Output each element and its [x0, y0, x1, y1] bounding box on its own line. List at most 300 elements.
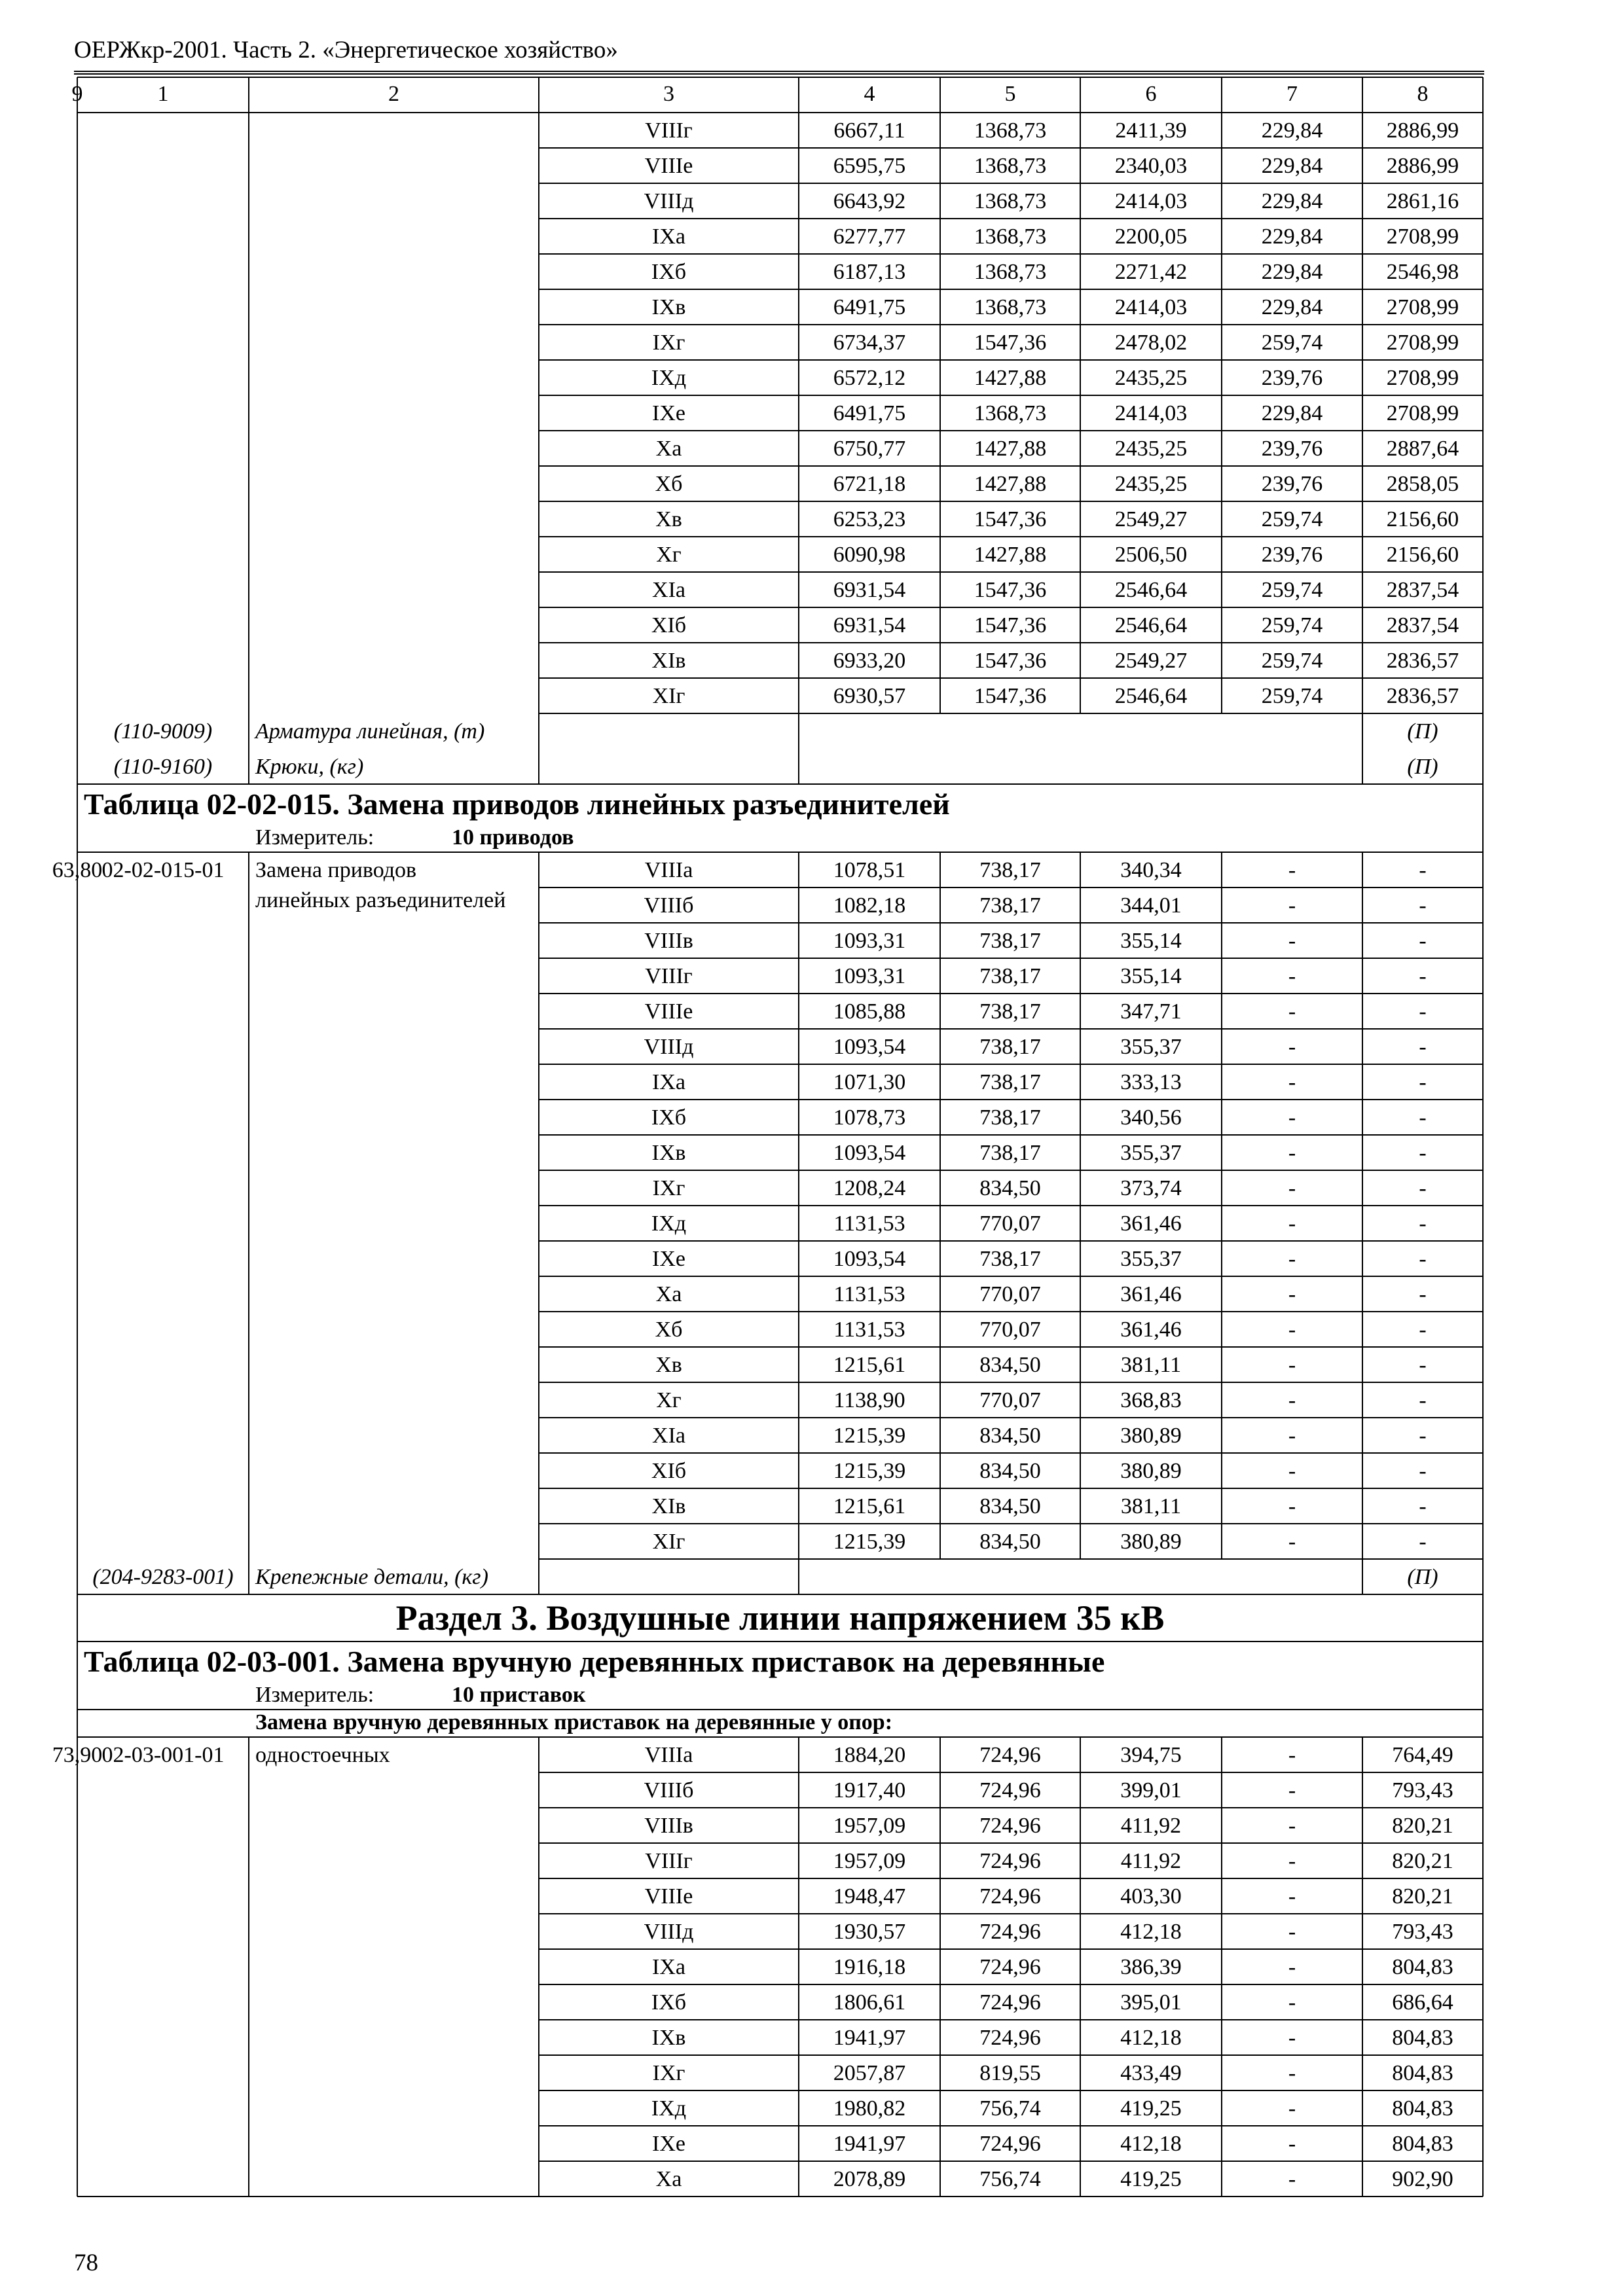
- table-cell: -: [1288, 2096, 1296, 2121]
- table-cell: VIIIe: [644, 999, 693, 1024]
- table-cell: Xг: [656, 1388, 682, 1412]
- table-cell: -: [1288, 1530, 1296, 1554]
- table-cell: -: [1288, 2026, 1296, 2050]
- table-cell: 834,50: [979, 1530, 1041, 1554]
- table-cell: 411,92: [1120, 1814, 1182, 1838]
- material-code: (110-9160): [113, 755, 213, 779]
- section-title: Раздел 3. Воздушные линии напряжением 35 кВ: [395, 1598, 1165, 1638]
- table-cell: 239,76: [1261, 543, 1323, 567]
- header-rule: [74, 71, 1484, 72]
- table-cell: VIIIв: [644, 929, 693, 953]
- table-cell: XIв: [651, 1494, 686, 1518]
- table-cell: -: [1419, 1141, 1427, 1165]
- table-cell: 2546,64: [1114, 613, 1188, 637]
- table-cell: IXa: [652, 1955, 685, 1979]
- table-cell: 6931,54: [833, 613, 906, 637]
- page-number: 78: [74, 2250, 98, 2276]
- table-cell: 1215,61: [833, 1494, 906, 1518]
- table-cell: 1884,20: [833, 1743, 906, 1767]
- table-cell: 259,74: [1261, 507, 1323, 531]
- table-cell: 724,96: [979, 1920, 1041, 1944]
- table-cell: IXб: [651, 260, 687, 284]
- table-cell: 412,18: [1120, 2132, 1182, 2156]
- table-cell: VIIIa: [644, 1743, 693, 1767]
- rate-code: 02-03-001-01: [101, 1743, 225, 1767]
- table-cell: 724,96: [979, 1814, 1041, 1838]
- table-cell: 738,17: [979, 1070, 1041, 1094]
- table-cell: 259,74: [1261, 331, 1323, 355]
- table-cell: 1547,36: [974, 613, 1047, 637]
- table-cell: VIIIв: [644, 1814, 693, 1838]
- table-cell: 1427,88: [974, 437, 1047, 461]
- table-cell: 1093,31: [833, 929, 906, 953]
- table-cell: 1368,73: [974, 401, 1047, 425]
- table-cell: 6595,75: [833, 154, 906, 178]
- table-cell: 2435,25: [1114, 437, 1188, 461]
- material-code: (204-9283-001): [92, 1565, 234, 1589]
- table-cell: 2836,57: [1386, 684, 1459, 708]
- table-cell: 834,50: [979, 1176, 1041, 1200]
- table-cell: -: [1288, 1388, 1296, 1412]
- table-cell: 355,37: [1120, 1141, 1182, 1165]
- table-cell: 399,01: [1120, 1778, 1182, 1803]
- table-cell: 2549,27: [1114, 507, 1188, 531]
- table-cell: -: [1288, 2132, 1296, 2156]
- table-cell: 2837,54: [1386, 578, 1459, 602]
- table-cell: -: [1419, 1105, 1427, 1130]
- table-cell: 1941,97: [833, 2132, 906, 2156]
- table-title: Таблица 02-02-015. Замена приводов линейных разъединителей: [84, 787, 950, 821]
- table-cell: 724,96: [979, 1955, 1041, 1979]
- table-cell: IXв: [651, 2026, 686, 2050]
- table-cell: -: [1419, 1035, 1427, 1059]
- table-cell: IXд: [651, 1211, 687, 1236]
- table-cell: 793,43: [1392, 1778, 1453, 1803]
- table-cell: 756,74: [979, 2096, 1041, 2121]
- meter-value: 10 приставок: [452, 1683, 586, 1707]
- table-cell: 1093,31: [833, 964, 906, 988]
- table-cell: 686,64: [1392, 1990, 1453, 2015]
- table-cell: XIa: [652, 578, 685, 602]
- table-cell: 411,92: [1120, 1849, 1182, 1873]
- table-cell: -: [1288, 1211, 1296, 1236]
- table-cell: -: [1419, 1247, 1427, 1271]
- table-cell: -: [1288, 1459, 1296, 1483]
- table-cell: Xв: [655, 507, 682, 531]
- table-cell: 2435,25: [1114, 472, 1188, 496]
- table-cell: 2886,99: [1386, 118, 1459, 143]
- table-cell: 820,21: [1392, 1814, 1453, 1838]
- table-cell: 1547,36: [974, 649, 1047, 673]
- table-cell: 2411,39: [1115, 118, 1187, 143]
- table-cell: 1215,61: [833, 1353, 906, 1377]
- table-cell: 1916,18: [833, 1955, 906, 1979]
- table-cell: 6750,77: [833, 437, 906, 461]
- table-cell: 738,17: [979, 893, 1041, 918]
- table-cell: 804,83: [1392, 2061, 1453, 2085]
- material-flag: (П): [1407, 719, 1438, 744]
- table-cell: 1368,73: [974, 224, 1047, 249]
- table-cell: 1547,36: [974, 331, 1047, 355]
- table-cell: 355,37: [1120, 1247, 1182, 1271]
- table-cell: 1957,09: [833, 1814, 906, 1838]
- table-cell: 1085,88: [833, 999, 906, 1024]
- table-cell: 1208,24: [833, 1176, 906, 1200]
- table-cell: Xб: [655, 472, 683, 496]
- table-cell: 1131,53: [833, 1282, 905, 1306]
- table-cell: 2546,64: [1114, 578, 1188, 602]
- table-cell: 1071,30: [833, 1070, 906, 1094]
- table-cell: XIб: [651, 613, 687, 637]
- table-cell: 355,37: [1120, 1035, 1182, 1059]
- table-cell: -: [1419, 1388, 1427, 1412]
- table-cell: 380,89: [1120, 1424, 1182, 1448]
- material-name: Крепежные детали, (кг): [255, 1565, 488, 1589]
- table-cell: 1427,88: [974, 366, 1047, 390]
- table-cell: 804,83: [1392, 2132, 1453, 2156]
- table-cell: 1427,88: [974, 543, 1047, 567]
- table-cell: 1957,09: [833, 1849, 906, 1873]
- table-cell: 403,30: [1120, 1884, 1182, 1909]
- table-cell: 2200,05: [1114, 224, 1188, 249]
- rate-value-col9: 63,80: [52, 858, 103, 882]
- table-cell: -: [1288, 1424, 1296, 1448]
- table-cell: 834,50: [979, 1459, 1041, 1483]
- table-cell: 380,89: [1120, 1459, 1182, 1483]
- table-cell: 2340,03: [1114, 154, 1188, 178]
- table-cell: 355,14: [1120, 929, 1182, 953]
- table-cell: 2156,60: [1386, 507, 1459, 531]
- table-cell: 770,07: [979, 1211, 1041, 1236]
- table-cell: Xг: [656, 543, 682, 567]
- table-cell: 1078,51: [833, 858, 906, 882]
- table-cell: 2435,25: [1114, 366, 1188, 390]
- table-cell: -: [1419, 1318, 1427, 1342]
- table-cell: -: [1288, 1176, 1296, 1200]
- column-number-2: 2: [388, 82, 399, 106]
- table-cell: IXe: [652, 401, 685, 425]
- table-cell: 2708,99: [1386, 366, 1459, 390]
- table-cell: 2057,87: [833, 2061, 906, 2085]
- table-cell: 902,90: [1392, 2167, 1453, 2191]
- table-cell: -: [1419, 1424, 1427, 1448]
- table-cell: 2836,57: [1386, 649, 1459, 673]
- table-cell: -: [1419, 1282, 1427, 1306]
- table-cell: -: [1419, 1070, 1427, 1094]
- table-cell: IXб: [651, 1990, 687, 2015]
- table-cell: 419,25: [1120, 2096, 1182, 2121]
- table-cell: 820,21: [1392, 1849, 1453, 1873]
- table-cell: -: [1288, 999, 1296, 1024]
- table-cell: 229,84: [1261, 260, 1323, 284]
- table-cell: -: [1419, 929, 1427, 953]
- table-cell: 1082,18: [833, 893, 906, 918]
- table-cell: 6090,98: [833, 543, 906, 567]
- table-cell: 738,17: [979, 929, 1041, 953]
- table-cell: -: [1288, 1990, 1296, 2015]
- table-cell: 1806,61: [833, 1990, 906, 2015]
- table-cell: 1131,53: [833, 1211, 905, 1236]
- table-cell: 6187,13: [833, 260, 906, 284]
- table-title: Таблица 02-03-001. Замена вручную деревянных приставок на деревянные: [84, 1645, 1105, 1678]
- table-cell: -: [1288, 1920, 1296, 1944]
- table-cell: VIIIб: [644, 1778, 694, 1803]
- table-cell: 834,50: [979, 1494, 1041, 1518]
- table-cell: 381,11: [1120, 1494, 1182, 1518]
- table-cell: 756,74: [979, 2167, 1041, 2191]
- table-cell: 347,71: [1120, 999, 1182, 1024]
- table-cell: IXe: [652, 1247, 685, 1271]
- table-cell: 834,50: [979, 1353, 1041, 1377]
- table-cell: IXa: [652, 1070, 685, 1094]
- table-cell: VIIIд: [644, 1920, 694, 1944]
- table-cell: 333,13: [1120, 1070, 1182, 1094]
- table-cell: 2078,89: [833, 2167, 906, 2191]
- table-cell: 2546,64: [1114, 684, 1188, 708]
- table-cell: 1917,40: [833, 1778, 906, 1803]
- table-cell: 1547,36: [974, 578, 1047, 602]
- table-cell: 1138,90: [833, 1388, 905, 1412]
- table-cell: XIб: [651, 1459, 687, 1483]
- table-cell: VIIIe: [644, 154, 693, 178]
- table-cell: 229,84: [1261, 118, 1323, 143]
- table-cell: 2414,03: [1114, 295, 1188, 319]
- table-cell: 1368,73: [974, 295, 1047, 319]
- subheading: Замена вручную деревянных приставок на деревянные у опор:: [255, 1710, 893, 1734]
- table-cell: 6491,75: [833, 295, 906, 319]
- table-cell: 738,17: [979, 1035, 1041, 1059]
- table-cell: -: [1419, 964, 1427, 988]
- header-rule-double: [74, 73, 1484, 75]
- column-number-9: 9: [71, 82, 83, 106]
- column-number-8: 8: [1417, 82, 1429, 106]
- table-cell: IXв: [651, 1141, 686, 1165]
- table-cell: 412,18: [1120, 1920, 1182, 1944]
- table-cell: 6734,37: [833, 331, 906, 355]
- table-cell: 724,96: [979, 1849, 1041, 1873]
- table-cell: 724,96: [979, 1884, 1041, 1909]
- table-cell: IXa: [652, 224, 685, 249]
- table-cell: 2837,54: [1386, 613, 1459, 637]
- table-cell: -: [1288, 1070, 1296, 1094]
- rate-value-col9: 73,90: [52, 1743, 103, 1767]
- table-cell: 1215,39: [833, 1530, 906, 1554]
- column-number-3: 3: [663, 82, 674, 106]
- table-cell: IXб: [651, 1105, 687, 1130]
- table-cell: 1093,54: [833, 1141, 906, 1165]
- table-cell: 2156,60: [1386, 543, 1459, 567]
- table-cell: 380,89: [1120, 1530, 1182, 1554]
- meter-label: Измеритель:: [255, 825, 374, 850]
- table-cell: 770,07: [979, 1282, 1041, 1306]
- table-cell: 1368,73: [974, 189, 1047, 213]
- table-cell: 1215,39: [833, 1424, 906, 1448]
- material-name: Арматура линейная, (т): [255, 719, 485, 744]
- table-cell: 764,49: [1392, 1743, 1453, 1767]
- table-cell: 1930,57: [833, 1920, 906, 1944]
- table-cell: 419,25: [1120, 2167, 1182, 2191]
- table-cell: -: [1288, 1318, 1296, 1342]
- table-cell: 394,75: [1120, 1743, 1182, 1767]
- table-cell: 738,17: [979, 999, 1041, 1024]
- table-cell: IXe: [652, 2132, 685, 2156]
- table-cell: IXв: [651, 295, 686, 319]
- table-cell: VIIIг: [645, 1849, 693, 1873]
- table-cell: 1547,36: [974, 684, 1047, 708]
- table-cell: VIIIб: [644, 893, 694, 918]
- table-cell: 229,84: [1261, 189, 1323, 213]
- table-cell: 2708,99: [1386, 331, 1459, 355]
- table-cell: 2549,27: [1114, 649, 1188, 673]
- column-number-7: 7: [1286, 82, 1298, 106]
- table-cell: -: [1288, 858, 1296, 882]
- table-cell: VIIIг: [645, 964, 693, 988]
- material-code: (110-9009): [113, 719, 213, 744]
- table-cell: Xa: [655, 2167, 682, 2191]
- table-cell: -: [1419, 1459, 1427, 1483]
- table-cell: 361,46: [1120, 1282, 1182, 1306]
- table-cell: 259,74: [1261, 613, 1323, 637]
- table-cell: IXд: [651, 2096, 687, 2121]
- table-cell: -: [1288, 1494, 1296, 1518]
- table-cell: IXг: [652, 331, 685, 355]
- table-cell: 373,74: [1120, 1176, 1182, 1200]
- table-cell: 2887,64: [1386, 437, 1459, 461]
- table-cell: 2546,98: [1386, 260, 1459, 284]
- material-name: Крюки, (кг): [255, 755, 364, 779]
- column-number-6: 6: [1145, 82, 1157, 106]
- table-cell: 239,76: [1261, 437, 1323, 461]
- table-cell: 6253,23: [833, 507, 906, 531]
- table-cell: -: [1288, 2167, 1296, 2191]
- table-cell: 412,18: [1120, 2026, 1182, 2050]
- table-cell: Xб: [655, 1318, 683, 1342]
- table-cell: -: [1419, 893, 1427, 918]
- meter-value: 10 приводов: [452, 825, 574, 850]
- table-cell: -: [1288, 964, 1296, 988]
- table-cell: 724,96: [979, 2132, 1041, 2156]
- table-cell: 395,01: [1120, 1990, 1182, 2015]
- table-cell: 2886,99: [1386, 154, 1459, 178]
- table-cell: 361,46: [1120, 1318, 1182, 1342]
- table-cell: 1547,36: [974, 507, 1047, 531]
- table-cell: -: [1288, 1814, 1296, 1838]
- table-cell: -: [1288, 1955, 1296, 1979]
- table-cell: 6931,54: [833, 578, 906, 602]
- table-cell: -: [1288, 1282, 1296, 1306]
- table-cell: 1941,97: [833, 2026, 906, 2050]
- table-cell: 724,96: [979, 1743, 1041, 1767]
- table-cell: 1215,39: [833, 1459, 906, 1483]
- table-cell: 361,46: [1120, 1211, 1182, 1236]
- material-flag: (П): [1407, 755, 1438, 779]
- table-cell: XIa: [652, 1424, 685, 1448]
- table-cell: 1093,54: [833, 1247, 906, 1271]
- table-cell: XIг: [652, 1530, 685, 1554]
- rate-code: 02-02-015-01: [101, 858, 225, 882]
- table-cell: 6667,11: [833, 118, 905, 143]
- table-cell: 6277,77: [833, 224, 906, 249]
- table-cell: VIIIa: [644, 858, 693, 882]
- table-cell: 344,01: [1120, 893, 1182, 918]
- table-cell: -: [1288, 1849, 1296, 1873]
- table-cell: -: [1419, 1211, 1427, 1236]
- page-header: ОЕРЖкр-2001. Часть 2. «Энергетическое хозяйство»: [74, 37, 618, 63]
- table-cell: 2708,99: [1386, 401, 1459, 425]
- table-cell: 340,56: [1120, 1105, 1182, 1130]
- table-cell: 724,96: [979, 1778, 1041, 1803]
- table-cell: -: [1419, 858, 1427, 882]
- table-cell: 6930,57: [833, 684, 906, 708]
- table-cell: -: [1288, 1743, 1296, 1767]
- table-cell: 1427,88: [974, 472, 1047, 496]
- table-cell: 770,07: [979, 1318, 1041, 1342]
- table-cell: 2506,50: [1114, 543, 1188, 567]
- table-cell: 724,96: [979, 2026, 1041, 2050]
- table-cell: 2478,02: [1114, 331, 1188, 355]
- table-cell: -: [1288, 1035, 1296, 1059]
- table-cell: 239,76: [1261, 472, 1323, 496]
- table-cell: 2414,03: [1114, 401, 1188, 425]
- table-cell: Xв: [655, 1353, 682, 1377]
- table-cell: 1131,53: [833, 1318, 905, 1342]
- table-cell: 259,74: [1261, 649, 1323, 673]
- table-cell: 6933,20: [833, 649, 906, 673]
- table-cell: -: [1288, 1353, 1296, 1377]
- table-cell: -: [1419, 999, 1427, 1024]
- table-cell: 386,39: [1120, 1955, 1182, 1979]
- table-cell: -: [1419, 1353, 1427, 1377]
- table-cell: -: [1419, 1530, 1427, 1554]
- column-number-5: 5: [1004, 82, 1016, 106]
- table-cell: 1948,47: [833, 1884, 906, 1909]
- material-flag: (П): [1407, 1565, 1438, 1589]
- meter-label: Измеритель:: [255, 1683, 374, 1707]
- table-cell: 738,17: [979, 964, 1041, 988]
- table-cell: -: [1288, 893, 1296, 918]
- table-cell: 6643,92: [833, 189, 906, 213]
- table-cell: 804,83: [1392, 2096, 1453, 2121]
- table-cell: 229,84: [1261, 224, 1323, 249]
- table-cell: 1368,73: [974, 118, 1047, 143]
- rates-table: [52, 77, 1483, 2227]
- table-cell: VIIIг: [645, 118, 693, 143]
- rate-name: одностоечных: [255, 1743, 390, 1767]
- table-cell: 229,84: [1261, 295, 1323, 319]
- table-cell: 259,74: [1261, 578, 1323, 602]
- table-cell: -: [1288, 1884, 1296, 1909]
- table-cell: 1093,54: [833, 1035, 906, 1059]
- table-cell: 381,11: [1120, 1353, 1182, 1377]
- table-cell: Xa: [655, 1282, 682, 1306]
- table-cell: VIIIд: [644, 1035, 694, 1059]
- table-cell: 738,17: [979, 1105, 1041, 1130]
- table-cell: 2708,99: [1386, 295, 1459, 319]
- table-cell: XIв: [651, 649, 686, 673]
- table-cell: 259,74: [1261, 684, 1323, 708]
- table-cell: -: [1288, 1141, 1296, 1165]
- table-cell: 2271,42: [1114, 260, 1188, 284]
- table-cell: 1368,73: [974, 154, 1047, 178]
- table-cell: 2858,05: [1386, 472, 1459, 496]
- table-cell: 834,50: [979, 1424, 1041, 1448]
- table-cell: IXг: [652, 1176, 685, 1200]
- table-cell: -: [1288, 929, 1296, 953]
- rate-name: линейных разъединителей: [255, 888, 506, 912]
- table-cell: 1078,73: [833, 1105, 906, 1130]
- table-cell: 738,17: [979, 1141, 1041, 1165]
- table-cell: VIIIд: [644, 189, 694, 213]
